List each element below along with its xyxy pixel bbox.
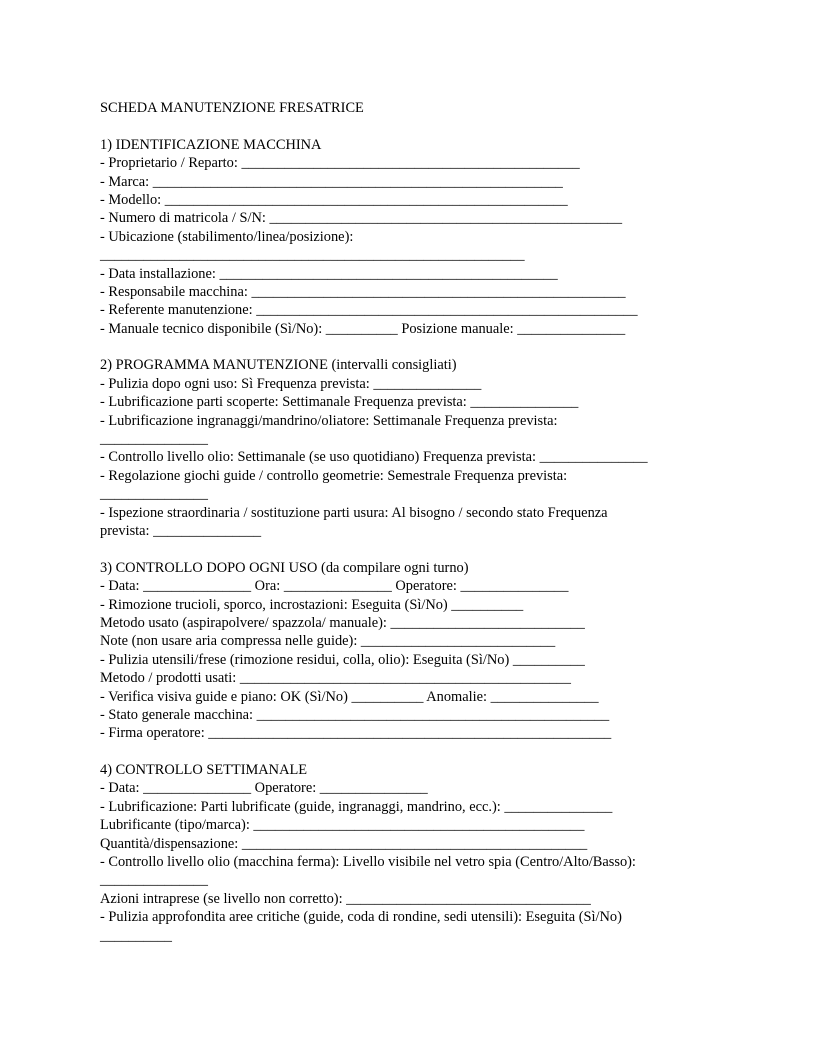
section-controllo-settimanale (100, 761, 716, 945)
field-note[interactable]: Note (non usare aria compressa nelle guide): ___________________________ (100, 633, 556, 650)
spacer (100, 743, 716, 761)
field-controllo-olio[interactable]: - Controllo livello olio: Settimanale (se uso quotidiano) Frequenza prevista: _______________ (100, 449, 648, 466)
section-heading: 4) CONTROLLO SETTIMANALE (100, 762, 308, 779)
field-livello-olio-blank[interactable]: _______________ (100, 872, 208, 889)
field-lubrificazione-parti[interactable]: - Lubrificazione: Parti lubrificate (guide, ingranaggi, mandrino, ecc.): _______________ (100, 798, 613, 815)
field-marca[interactable]: - Marca: _________________________________________________________ (100, 173, 563, 190)
field-modello[interactable]: - Modello: ________________________________________________________ (100, 191, 568, 208)
field-data-installazione[interactable]: - Data installazione: _______________________________________________ (100, 265, 558, 282)
field-ubicazione-blank[interactable]: ___________________________________________________________ (100, 247, 525, 264)
spacer (100, 117, 716, 135)
field-ispezione-blank[interactable]: prevista: _______________ (100, 522, 262, 539)
field-azioni-intraprese[interactable]: Azioni intraprese (se livello non corretto): __________________________________ (100, 890, 591, 907)
field-firma-operatore[interactable]: - Firma operatore: ________________________________________________________ (100, 725, 612, 742)
field-lubrificazione-ingranaggi-blank[interactable]: _______________ (100, 431, 208, 448)
field-manuale[interactable]: - Manuale tecnico disponibile (Sì/No): __________ Posizione manuale: _______________ (100, 320, 626, 337)
spacer (100, 540, 716, 558)
field-ubicazione-label: - Ubicazione (stabilimento/linea/posizione): (100, 228, 354, 245)
field-pulizia-approfondita-label: - Pulizia approfondita aree critiche (guide, coda di rondine, sedi utensili): Eseguita (Sì/No) (100, 909, 622, 926)
field-lubrificazione-scoperte[interactable]: - Lubrificazione parti scoperte: Settimanale Frequenza prevista: _______________ (100, 394, 579, 411)
section-heading: 1) IDENTIFICAZIONE MACCHINA (100, 136, 322, 153)
field-regolazione-blank[interactable]: _______________ (100, 486, 208, 503)
section-controllo-uso (100, 559, 716, 743)
field-lubrificante[interactable]: Lubrificante (tipo/marca): ______________________________________________ (100, 817, 585, 834)
field-metodo-usato[interactable]: Metodo usato (aspirapolvere/ spazzola/ manuale): ___________________________ (100, 614, 585, 631)
field-verifica-visiva[interactable]: - Verifica visiva guide e piano: OK (Sì/No) __________ Anomalie: _______________ (100, 688, 599, 705)
section-heading: 2) PROGRAMMA MANUTENZIONE (intervalli consigliati) (100, 357, 457, 374)
field-stato-generale[interactable]: - Stato generale macchina: _________________________________________________ (100, 706, 610, 723)
field-pulizia-approfondita-blank[interactable]: __________ (100, 927, 172, 944)
field-metodo-prodotti[interactable]: Metodo / prodotti usati: ______________________________________________ (100, 670, 571, 687)
field-lubrificazione-ingranaggi-label: - Lubrificazione ingranaggi/mandrino/oliatore: Settimanale Frequenza prevista: (100, 412, 558, 429)
field-pulizia-utensili[interactable]: - Pulizia utensili/frese (rimozione residui, colla, olio): Eseguita (Sì/No) __________ (100, 651, 585, 668)
field-regolazione-label: - Regolazione giochi guide / controllo geometrie: Semestrale Frequenza prevista: (100, 467, 568, 484)
field-matricola[interactable]: - Numero di matricola / S/N: _________________________________________________ (100, 210, 623, 227)
field-rimozione-trucioli[interactable]: - Rimozione trucioli, sporco, incrostazioni: Eseguita (Sì/No) __________ (100, 596, 524, 613)
field-responsabile[interactable]: - Responsabile macchina: ____________________________________________________ (100, 283, 626, 300)
field-pulizia-frequenza[interactable]: - Pulizia dopo ogni uso: Sì Frequenza prevista: _______________ (100, 375, 482, 392)
section-programma (100, 356, 716, 540)
section-identificazione (100, 136, 716, 338)
section-heading: 3) CONTROLLO DOPO OGNI USO (da compilare ogni turno) (100, 559, 469, 576)
field-data-ora-operatore[interactable]: - Data: _______________ Ora: _______________ Operatore: _______________ (100, 578, 569, 595)
field-referente[interactable]: - Referente manutenzione: _____________________________________________________ (100, 302, 638, 319)
document-title: SCHEDA MANUTENZIONE FRESATRICE (100, 100, 364, 116)
field-proprietario[interactable]: - Proprietario / Reparto: _______________________________________________ (100, 155, 580, 172)
field-ispezione-label: - Ispezione straordinaria / sostituzione parti usura: Al bisogno / secondo stato Frequenza (100, 504, 608, 521)
field-data-operatore[interactable]: - Data: _______________ Operatore: _______________ (100, 780, 428, 797)
spacer (100, 338, 716, 356)
field-quantita[interactable]: Quantità/dispensazione: ________________________________________________ (100, 835, 588, 852)
field-livello-olio-label: - Controllo livello olio (macchina ferma): Livello visibile nel vetro spia (Centro/Alto/Basso): (100, 854, 636, 871)
